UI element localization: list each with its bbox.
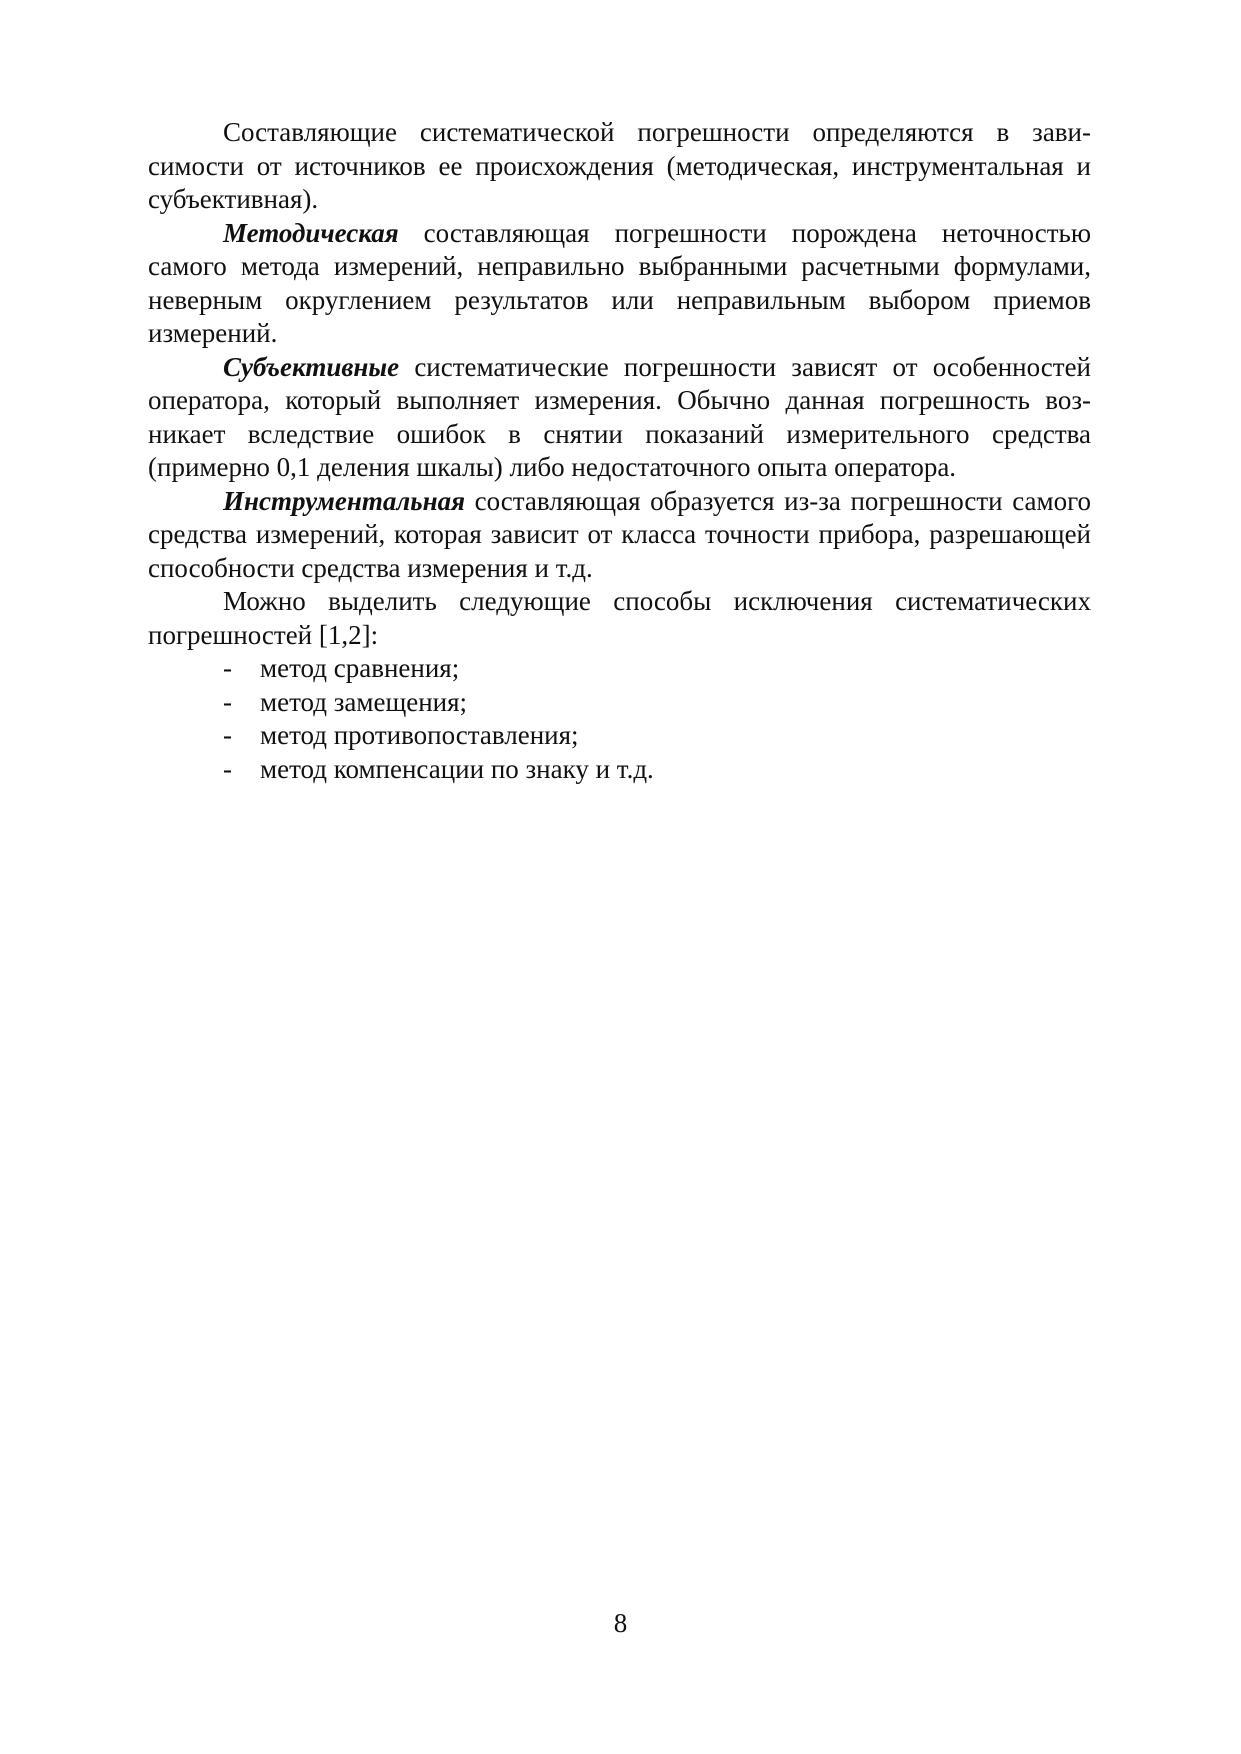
list-item [148,719,1091,753]
paragraph-text: составляющая образуется из-за погрешности самого средства измерений, которая зависит от класса точности прибора, разрешающей способности средства измерения и т.д. [148,485,1091,583]
list-item [148,652,1091,686]
page-number: 8 [613,1608,628,1638]
paragraph-lead-term: Инструментальная [223,485,465,516]
paragraph-lead-term: Субъективные [223,351,400,382]
list-dash: - [223,753,232,784]
paragraph-text: составляющая погрешности порождена неточностью самого метода измерений, неправильно выбранными расчетными формулами, неверным округлением результатов или неправильным выбором приемов измерений. [148,217,1091,348]
paragraph-lead-term: Методическая [223,217,399,248]
body-text [148,116,1091,786]
list-item-text: метод противопоставления; [260,720,579,750]
list-item-text: метод сравнения; [260,653,460,683]
list-dash: - [223,720,232,750]
paragraph-text: Можно выделить следующие способы исключения систематических погрешностей [1,2]: [148,586,1091,650]
paragraph-methods-intro [148,585,1091,652]
paragraph-subjective [148,351,1091,485]
list-item-text: метод замещения; [260,686,468,717]
list-dash: - [223,686,232,717]
paragraph-text: систематические погрешности зависят от особенностей оператора, который выполняет измерения. Обычно данная погрешность возникает вследствие ошибок в снятии показаний измерительного средства (примерно 0,1 деления шкалы) либо недостаточного опыта оператора. [148,351,1091,482]
methods-list [148,652,1091,786]
paragraph-text: Составляющие систематической погрешности определяются в зависимости от источников ее происхождения (методическая, инструментальная и субъективная). [148,117,1091,214]
list-dash: - [223,653,232,683]
list-item [148,686,1091,720]
list-item [148,753,1091,787]
paragraph-intro [148,116,1091,217]
list-item-text: метод компенсации по знаку и т.д. [260,753,654,784]
paragraph-methodical [148,217,1091,351]
paragraph-instrumental [148,485,1091,586]
